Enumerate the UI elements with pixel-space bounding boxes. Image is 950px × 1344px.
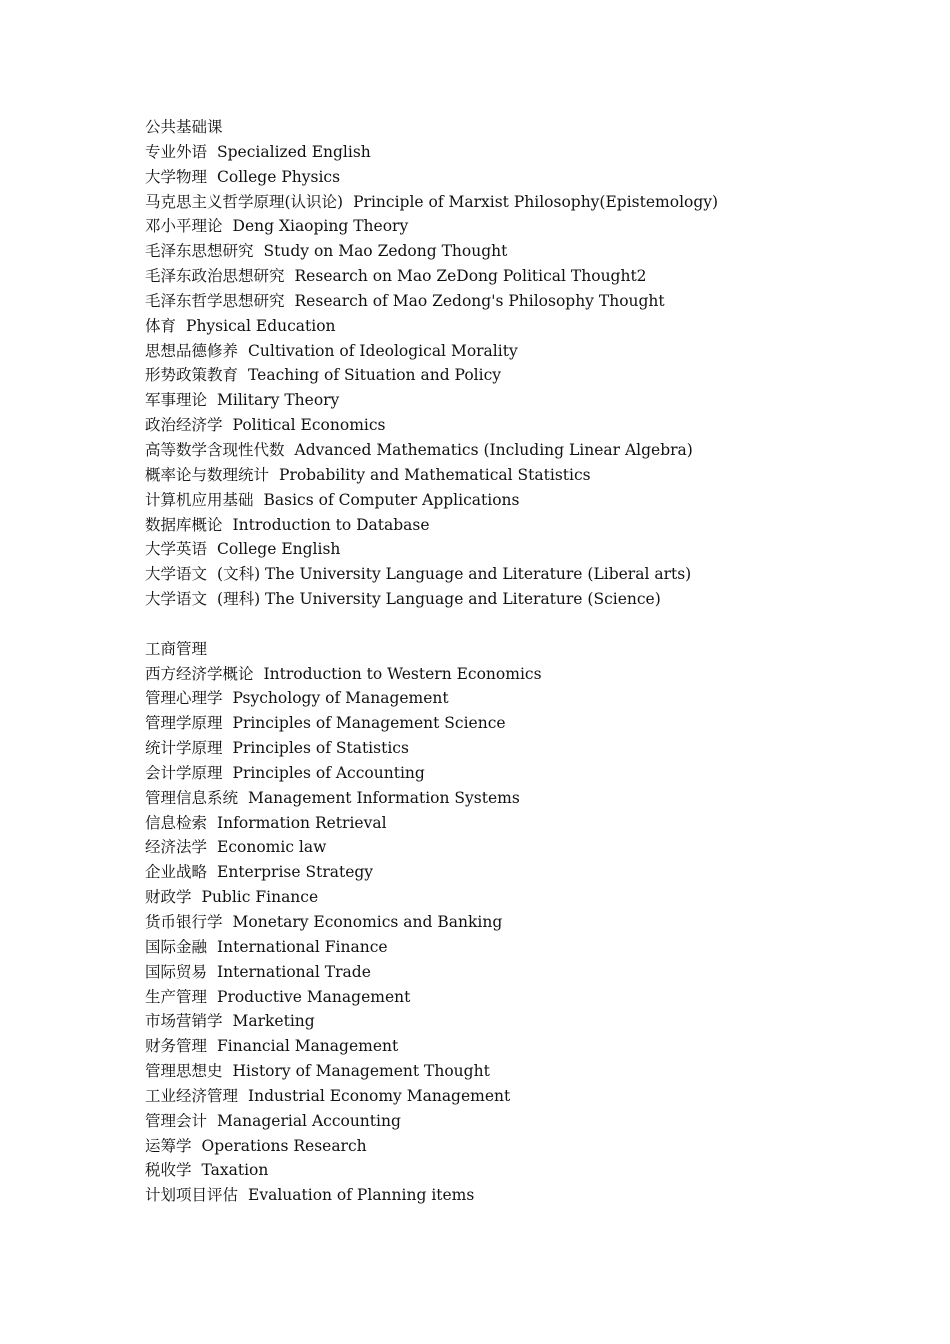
course-name-english: Taxation: [201, 1161, 269, 1180]
course-name-english: Deng Xiaoping Theory: [232, 217, 409, 236]
course-entry: [145, 239, 905, 264]
course-entry: [145, 264, 905, 289]
course-name-english: Advanced Mathematics (Including Linear Algebra): [294, 440, 693, 459]
course-name-chinese: 会计学原理: [145, 763, 223, 782]
course-entry: [145, 388, 905, 413]
course-entry: [145, 811, 905, 836]
course-entry: [145, 1034, 905, 1059]
course-name-english: History of Management Thought: [232, 1062, 490, 1081]
course-name-chinese: 毛泽东思想研究: [145, 242, 254, 261]
course-name-english: International Finance: [217, 937, 388, 956]
course-entry: [145, 140, 905, 165]
course-name-english: Specialized English: [217, 142, 371, 161]
course-name-chinese: 马克思主义哲学原理(认识论): [145, 192, 344, 211]
course-entry: [145, 339, 905, 364]
course-name-english: (文科) The University Language and Literature (Liberal arts): [217, 565, 692, 584]
course-name-chinese: 管理学原理: [145, 714, 223, 733]
course-name-english: Military Theory: [217, 391, 340, 410]
course-entry: [145, 960, 905, 985]
section-title: 工商管理: [145, 639, 208, 658]
course-name-english: Study on Mao Zedong Thought: [263, 242, 508, 261]
course-name-english: Financial Management: [217, 1037, 399, 1056]
course-name-english: Marketing: [232, 1012, 315, 1031]
course-name-chinese: 市场营销学: [145, 1012, 223, 1031]
course-entry: [145, 662, 905, 687]
course-name-english: Managerial Accounting: [217, 1111, 401, 1130]
course-name-chinese: 概率论与数理统计: [145, 465, 270, 484]
course-name-chinese: 国际贸易: [145, 962, 208, 981]
course-name-chinese: 管理会计: [145, 1111, 208, 1130]
course-name-chinese: 体育: [145, 316, 177, 335]
course-name-english: Enterprise Strategy: [217, 863, 374, 882]
course-name-chinese: 计算机应用基础: [145, 490, 254, 509]
course-entry: [145, 1059, 905, 1084]
course-entry: [145, 289, 905, 314]
course-entry: [145, 935, 905, 960]
course-entry: [145, 537, 905, 562]
course-entry: [145, 786, 905, 811]
course-name-chinese: 大学语文: [145, 590, 208, 609]
course-name-english: Information Retrieval: [217, 813, 387, 832]
course-name-chinese: 管理心理学: [145, 689, 223, 708]
course-entry: [145, 363, 905, 388]
course-name-chinese: 经济法学: [145, 838, 208, 857]
course-entry: [145, 885, 905, 910]
course-name-english: Principles of Management Science: [232, 714, 506, 733]
section-title: 公共基础课: [145, 118, 223, 136]
course-name-chinese: 管理思想史: [145, 1062, 223, 1081]
course-name-english: Evaluation of Planning items: [248, 1186, 475, 1205]
course-name-chinese: 大学物理: [145, 167, 208, 186]
document-page: [145, 115, 905, 1208]
course-entry: [145, 463, 905, 488]
course-name-english: Probability and Mathematical Statistics: [279, 465, 591, 484]
course-name-chinese: 毛泽东哲学思想研究: [145, 291, 285, 310]
course-entry: [145, 761, 905, 786]
course-entry: [145, 1183, 905, 1208]
course-name-english: Management Information Systems: [248, 788, 520, 807]
course-entry: [145, 1109, 905, 1134]
course-entry: [145, 438, 905, 463]
course-entry: [145, 860, 905, 885]
course-name-english: Physical Education: [186, 316, 336, 335]
course-entry: [145, 1084, 905, 1109]
course-name-chinese: 工业经济管理: [145, 1086, 239, 1105]
course-entry: [145, 711, 905, 736]
course-name-chinese: 国际金融: [145, 937, 208, 956]
course-entry: [145, 736, 905, 761]
course-name-english: Basics of Computer Applications: [263, 490, 520, 509]
course-entry: [145, 1158, 905, 1183]
course-entry: [145, 488, 905, 513]
course-name-chinese: 毛泽东政治思想研究: [145, 267, 285, 286]
course-name-english: College Physics: [217, 167, 341, 186]
course-name-english: Principle of Marxist Philosophy(Epistemology): [353, 192, 719, 211]
course-entry: [145, 835, 905, 860]
course-name-english: Introduction to Database: [232, 515, 430, 534]
course-name-english: Psychology of Management: [232, 689, 449, 708]
course-name-chinese: 财务管理: [145, 1037, 208, 1056]
course-name-chinese: 财政学: [145, 888, 192, 907]
course-entry: [145, 413, 905, 438]
course-entry: [145, 190, 905, 215]
course-name-chinese: 政治经济学: [145, 416, 223, 435]
course-name-english: Political Economics: [232, 416, 386, 435]
course-name-english: Introduction to Western Economics: [263, 664, 542, 683]
course-entry: [145, 214, 905, 239]
course-name-english: Productive Management: [217, 987, 411, 1006]
course-entry: [145, 1134, 905, 1159]
course-entry: [145, 686, 905, 711]
course-entry: [145, 910, 905, 935]
course-name-english: Teaching of Situation and Policy: [248, 366, 502, 385]
section-spacer: [145, 612, 905, 637]
course-name-chinese: 数据库概论: [145, 515, 223, 534]
course-name-english: Operations Research: [201, 1136, 367, 1155]
course-entry: [145, 985, 905, 1010]
course-name-chinese: 高等数学含现性代数: [145, 440, 285, 459]
course-name-english: Cultivation of Ideological Morality: [248, 341, 518, 360]
course-name-english: International Trade: [217, 962, 371, 981]
course-name-english: Public Finance: [201, 888, 319, 907]
course-name-english: (理科) The University Language and Literature (Science): [217, 590, 661, 609]
course-name-english: College English: [217, 540, 341, 559]
course-name-chinese: 西方经济学概论: [145, 664, 254, 683]
course-name-chinese: 形势政策教育: [145, 366, 239, 385]
course-name-chinese: 专业外语: [145, 142, 208, 161]
course-name-english: Monetary Economics and Banking: [232, 913, 503, 931]
course-name-english: Research of Mao Zedong's Philosophy Thought: [294, 291, 665, 310]
course-name-chinese: 生产管理: [145, 987, 208, 1006]
course-entry: [145, 165, 905, 190]
course-name-chinese: 大学英语: [145, 540, 208, 559]
course-entry: [145, 562, 905, 587]
course-entry: [145, 513, 905, 538]
course-entry: [145, 1009, 905, 1034]
course-name-chinese: 货币银行学: [145, 913, 223, 931]
course-name-chinese: 计划项目评估: [145, 1186, 239, 1205]
course-name-chinese: 军事理论: [145, 391, 208, 410]
course-name-chinese: 思想品德修养: [145, 341, 239, 360]
course-entry: [145, 314, 905, 339]
course-name-chinese: 信息检索: [145, 813, 208, 832]
course-name-english: Economic law: [217, 838, 327, 857]
course-name-chinese: 税收学: [145, 1161, 192, 1180]
course-name-chinese: 统计学原理: [145, 739, 223, 758]
course-name-english: Research on Mao ZeDong Political Thought2: [294, 267, 647, 286]
course-name-chinese: 大学语文: [145, 565, 208, 584]
course-name-english: Industrial Economy Management: [248, 1086, 511, 1105]
course-name-chinese: 邓小平理论: [145, 217, 223, 236]
course-name-chinese: 管理信息系统: [145, 788, 239, 807]
course-name-english: Principles of Statistics: [232, 739, 409, 758]
course-name-chinese: 运筹学: [145, 1136, 192, 1155]
course-entry: [145, 587, 905, 612]
course-name-chinese: 企业战略: [145, 863, 208, 882]
course-name-english: Principles of Accounting: [232, 763, 425, 782]
